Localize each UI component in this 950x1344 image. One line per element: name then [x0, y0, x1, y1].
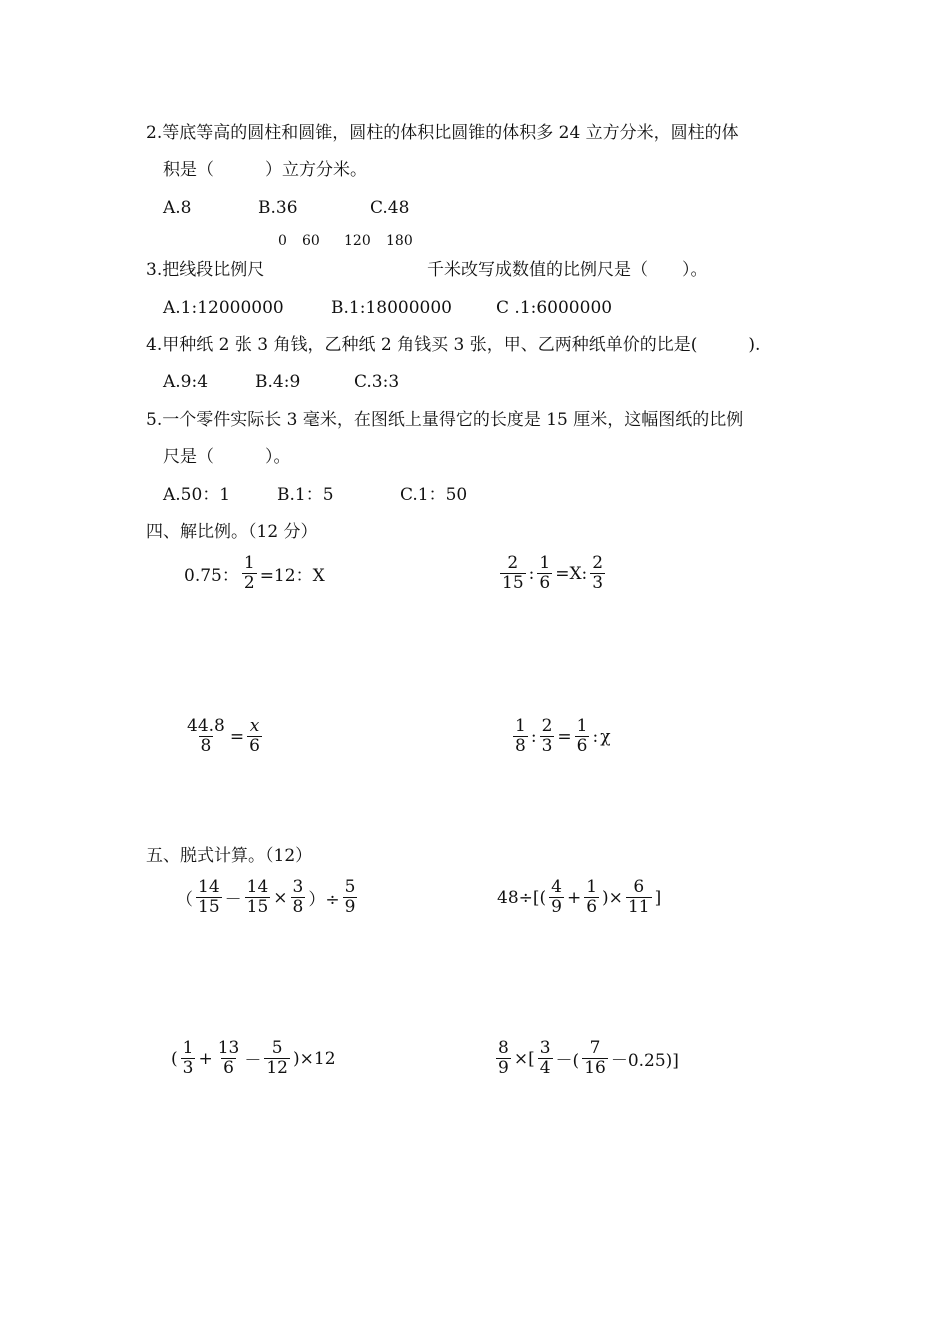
- sec5-expression-1: [175, 878, 359, 917]
- ruler-label-60: 60: [302, 233, 320, 249]
- q5-option-a: A.50：1: [163, 485, 231, 505]
- fraction: 7 16: [584, 1038, 606, 1078]
- fraction: 5 12: [266, 1038, 288, 1078]
- q4-option-b: B.4:9: [255, 372, 301, 392]
- fraction: 14 15: [198, 877, 220, 917]
- sec5-expression-4: [494, 1039, 680, 1078]
- expr-text: 48÷[(: [497, 887, 547, 908]
- fraction: $\frac{14}{15}$: [246, 877, 269, 917]
- fraction: 3 4: [539, 1038, 551, 1078]
- eq-text: :: [592, 726, 599, 747]
- sec4-equation-4: [511, 717, 612, 756]
- sec5-expression-3: [170, 1039, 337, 1078]
- eq-text: :: [528, 563, 535, 584]
- fraction: 2 3: [592, 553, 604, 593]
- eq-text: =12：X: [259, 566, 325, 586]
- expr-text: ×[: [513, 1048, 535, 1069]
- fraction: $\frac{1}{2}$: [243, 553, 255, 593]
- eq-text: :: [530, 726, 537, 747]
- q5-option-c: C.1：50: [400, 485, 468, 505]
- q3-option-a: A.1:12000000: [163, 298, 284, 318]
- fraction: $\frac{2}{3}$: [541, 716, 553, 756]
- section4-title: 四、解比例。（12 分）: [146, 522, 318, 542]
- eq-text: 0.75：: [184, 566, 239, 586]
- q4-option-c: C.3:3: [354, 372, 400, 392]
- expr-text: －(: [555, 1051, 580, 1071]
- fraction: $\frac{44.8}{8}$: [187, 716, 225, 756]
- q3-option-b: B.1:18000000: [331, 298, 452, 318]
- q3-prefix: 3.把线段比例尺: [146, 260, 265, 280]
- section5-title: 五、脱式计算。（12）: [146, 846, 313, 866]
- q4-line1: 4.甲种纸 2 张 3 角钱，乙种纸 2 角钱买 3 张，甲、乙两种纸单价的比是( ).: [146, 335, 761, 355]
- fraction: $\frac{8}{9}$: [498, 1038, 509, 1078]
- fraction: $\frac{13}{6}$: [217, 1038, 240, 1078]
- fraction: $\frac{x}{6}$: [249, 716, 260, 756]
- expr-text: )×: [602, 887, 623, 908]
- expr-text: （: [176, 890, 193, 910]
- q2-option-a: A.8: [163, 198, 192, 218]
- q3-option-c: C .1:6000000: [496, 298, 613, 318]
- expr-text: －: [224, 890, 242, 910]
- q2-line2: 积是（ ）立方分米。: [163, 160, 367, 180]
- fraction: 2 15: [502, 553, 524, 593]
- expr-text: ]: [654, 887, 662, 908]
- ruler-label-0: 0: [278, 233, 287, 249]
- expr-text: ×: [273, 887, 288, 908]
- q4-option-a: A.9:4: [163, 372, 209, 392]
- fraction: 4 9: [551, 877, 562, 917]
- eq-text: =: [229, 726, 245, 747]
- fraction: $\frac{1}{6}$: [539, 553, 551, 593]
- q5-option-b: B.1：5: [277, 485, 334, 505]
- expr-text: +: [198, 1048, 213, 1069]
- q3-suffix: 千米改写成数值的比例尺是（ ）。: [427, 260, 708, 280]
- eq-text: χ: [600, 726, 611, 747]
- expr-text: +: [566, 887, 582, 908]
- q5-line2: 尺是（ ）。: [163, 447, 291, 467]
- q2-option-b: B.36: [258, 198, 298, 218]
- ruler-label-120: 120: [344, 233, 371, 249]
- q2-option-c: C.48: [370, 198, 410, 218]
- expr-text: －: [244, 1051, 262, 1071]
- eq-text: =: [557, 726, 572, 747]
- expr-text: )×12: [293, 1048, 336, 1069]
- sec4-equation-2: [498, 554, 607, 593]
- fraction: $\frac{1}{6}$: [586, 877, 598, 917]
- sec4-equation-1: [183, 554, 326, 593]
- fraction: $\frac{3}{8}$: [292, 877, 304, 917]
- ruler-label-180: 180: [386, 233, 413, 249]
- expr-text: －0.25)]: [610, 1051, 679, 1071]
- eq-text: =X:: [555, 563, 588, 584]
- fraction: $\frac{6}{11}$: [627, 877, 650, 917]
- fraction: 1 8: [515, 716, 526, 756]
- sec4-equation-3: [183, 717, 264, 756]
- fraction: 1 3: [182, 1038, 194, 1078]
- expr-text: (: [171, 1048, 178, 1069]
- sec5-expression-2: [496, 878, 662, 917]
- expr-text: ）÷: [308, 890, 340, 910]
- fraction: $\frac{5}{9}$: [344, 877, 356, 917]
- q2-line1: 2.等底等高的圆柱和圆锥，圆柱的体积比圆锥的体积多 24 立方分米，圆柱的体: [146, 123, 739, 143]
- fraction: $\frac{1}{6}$: [576, 716, 588, 756]
- q5-line1: 5.一个零件实际长 3 毫米，在图纸上量得它的长度是 15 厘米，这幅图纸的比例: [146, 410, 744, 430]
